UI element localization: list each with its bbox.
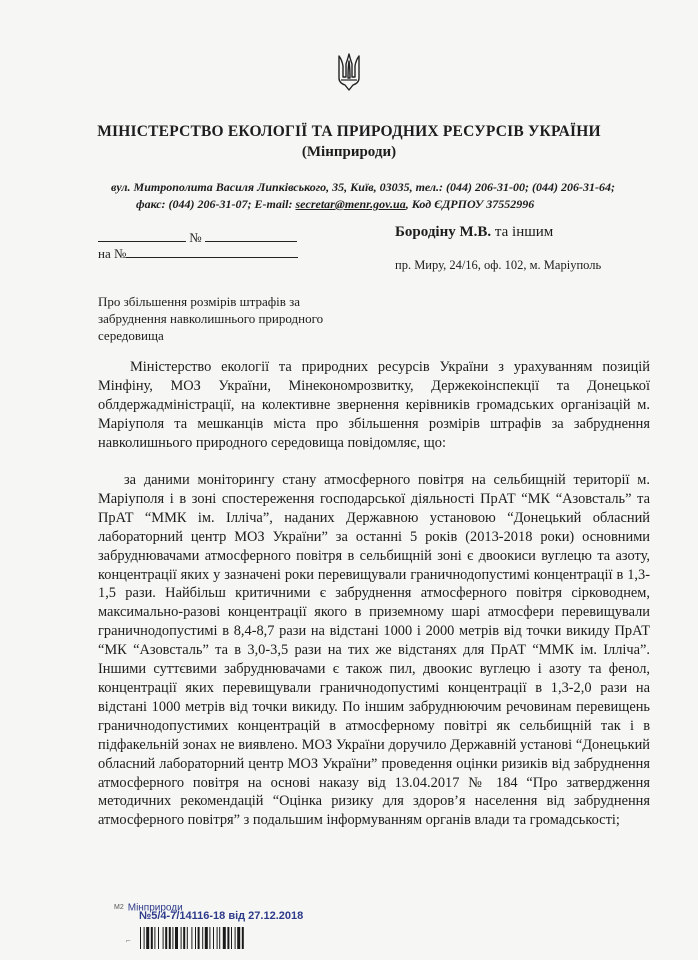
barcode-bar [146,927,149,949]
outgoing-number-line [98,229,297,246]
barcode-bar [195,927,196,949]
address-line-2 [136,197,534,212]
barcode-bar [181,927,182,949]
recipient-address: пр. Миру, 24/16, оф. 102, м. Маріуполь [395,258,602,272]
barcode-bar [163,927,164,949]
fax-text: факс: (044) 206-31-07; E-mail: [136,197,296,211]
barcode-bar [191,927,192,949]
barcode-bar [217,927,218,949]
barcode-bar [219,927,220,949]
barcode-bar [169,927,171,949]
recipient-name: Бородіну М.В. [395,224,492,240]
recipient-suffix: та іншим [491,224,554,240]
barcode-bar [183,927,185,949]
body-paragraph-1: Міністерство екології та природних ресурсів України з урахуванням позицій Мінфіну, МОЗ України, Мінекономрозвитку, Держекоінспекції та Донецької облдержадміністрації, на колективне звернення керівників громадських організацій м. Маріуполя та мешканців міста про збільшення розмірів штрафів за забруднення навколишнього природного середовища повідомляє, що: [98,359,650,451]
letter-subject: Про збільшення розмірів штрафів за забруднення навколишнього природного середовища [98,294,324,343]
stamp-org: Мінприроди [127,902,183,914]
date-blank [98,229,186,242]
barcode-bar [213,927,214,949]
number-blank [205,229,297,242]
trident-emblem-icon [336,52,362,92]
barcode-bar [205,927,208,949]
barcode-bar [227,927,229,949]
address-line-1: вул. Митрополита Василя Липківського, 35, Київ, 03035, тел.: (044) 206-31-00; (044) 206-31-64; [111,180,615,194]
registration-stamp [114,899,304,922]
recipient [395,224,553,241]
ministry-short-name: (Мінприроди) [301,144,397,160]
reference-number-line [98,245,298,262]
number-sign: № [189,230,202,245]
stamp-code: М2 [114,904,124,912]
edrpou-text: , Код ЄДРПОУ 37552996 [405,197,535,211]
barcode-bar [172,927,173,949]
barcode-bar [231,927,232,949]
barcode-bar [165,927,167,949]
barcode-bar [154,927,155,949]
barcode-bar [237,927,240,949]
margin-mark-icon: ⌐ [126,936,131,945]
body-paragraph-2: за даними моніторингу стану атмосферного повітря на сельбищній території м. Маріуполя і в зоні спостереження господарської діяльності ПрАТ “МК “Азовсталь” та ПрАТ “ММК ім. Ілліча”, наданих Державною установою “Донецький обласний лабораторний центр МОЗ України” за останні 5 років (2013-2018 роки) основними забруднювачами атмосферного повітря в сельбищній зоні є двоокиси вуглецю та азоту, концентрації яких у зазначені роки перевищували граничнодопустимі концентрації в 1,3-1,5 рази. Найбільш критичними є забруднення атмосферного повітря сірководнем, максимально-разові концентрації якого в приземному шарі атмосфери перевищували граничнодопустимі в 8,4-8,7 рази на відстані 1000 і 2000 метрів від точки викиду ПрАТ “МК “Азовсталь” та в 3,0-3,5 рази на тих же відстанях для ПрАТ “ММК ім. Ілліча”. Іншими суттєвими забруднювачами є також пил, двоокис вуглецю і азоту та фенол, концентрації яких перевищували граничнодопустимі концентрації в 1,3-2,0 рази на відстані 1000 метрів від точки викиду. По іншим забруднюючим речовинам перевищень граничнодопустимих концентрацій в атмосферному повітрі як сельбищній так і в підфакельній зонах не виявлено. МОЗ України доручило Державній установі “Донецький обласний лабораторний центр МОЗ України” проведення оцінки ризиків від забруднення атмосферного повітря на основі наказу від 13.04.2017 № 184 “Про затвердження методичних рекомендацій “Оцінка ризику для здоров’я населення від забруднення атмосферного повітря” з подальшим інформуванням органів влади та громадськості; [98,472,650,829]
barcode-bar [187,927,188,949]
stamp-reg-number: №5/4-7/14116-18 від 27.12.2018 [139,910,304,922]
barcode-bar [140,927,141,949]
barcode-bar [242,927,244,949]
barcode-bar [151,927,153,949]
barcode-bar [209,927,210,949]
barcode-bar [202,927,203,949]
barcode-bar [144,927,145,949]
ministry-name: МІНІСТЕРСТВО ЕКОЛОГІЇ ТА ПРИРОДНИХ РЕСУРСІВ УКРАЇНИ [97,123,601,140]
barcode-bar [223,927,226,949]
barcode-bar [175,927,178,949]
barcode-icon [140,927,322,949]
reference-blank [126,245,298,258]
reference-prefix: на № [98,246,127,261]
barcode-bar [198,927,200,949]
email-link[interactable]: secretar@menr.gov.ua [295,197,406,211]
barcode-bar [158,927,159,949]
barcode-bar [235,927,236,949]
